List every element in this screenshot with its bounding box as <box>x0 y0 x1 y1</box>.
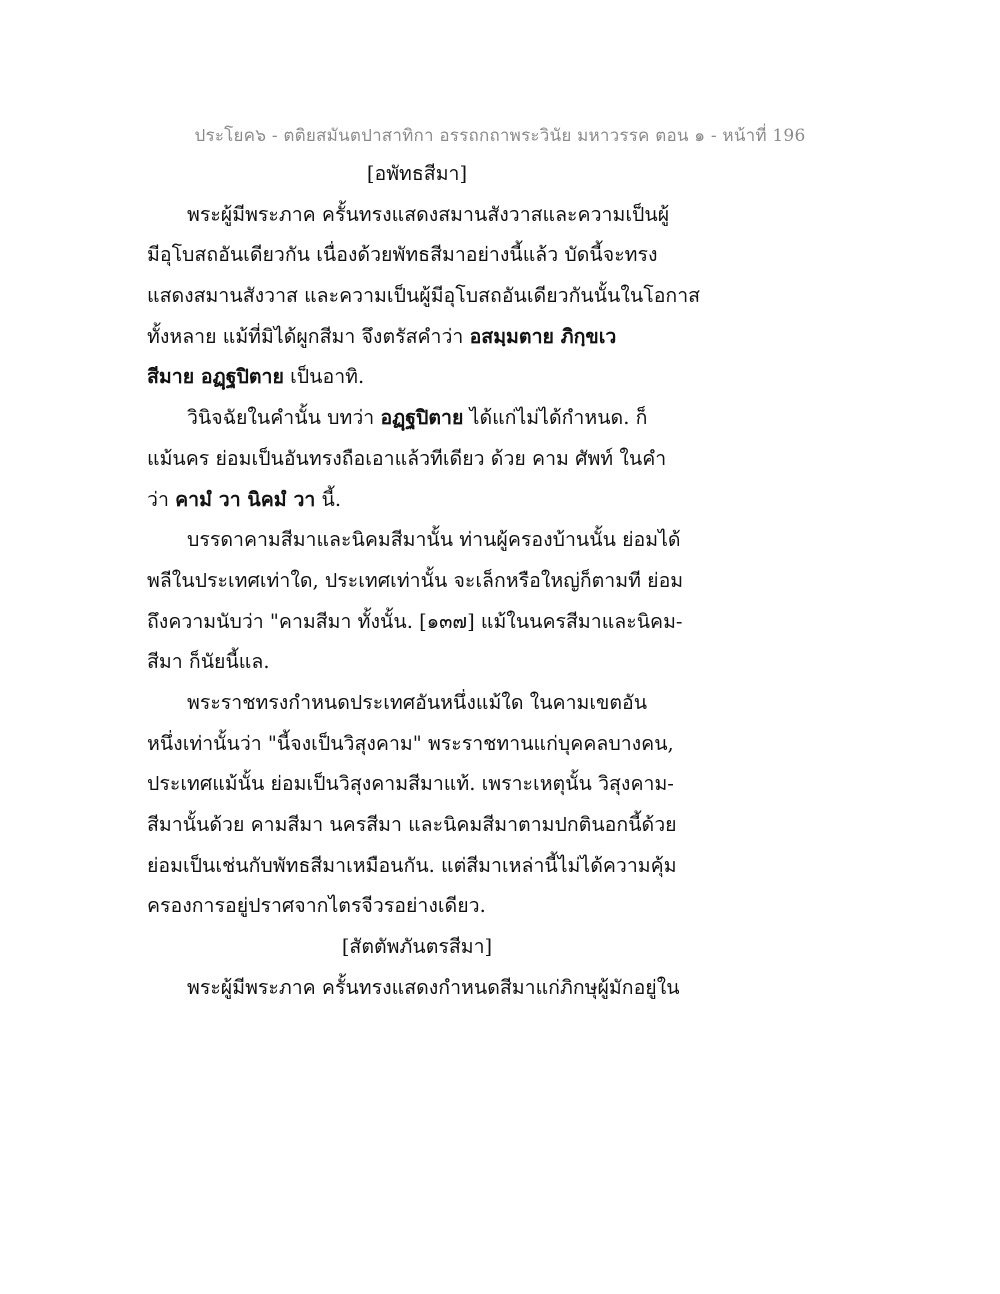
paragraph-1-line-1: พระผู้มีพระภาค ครั้นทรงแสดงสมานสังวาสและความเป็นผู้ <box>187 202 670 226</box>
paragraph-2-line-3 <box>147 480 707 521</box>
paragraph-1-line-2: มีอุโบสถอันเดียวกัน เนื่องด้วยพัทธสีมาอย่างนี้แล้ว บัดนี้จะทรง <box>147 243 658 267</box>
body-text <box>147 154 707 1008</box>
paragraph-3-line-2: พลีในประเทศเท่าใด, ประเทศเท่านั้น จะเล็กหรือใหญ่ก็ตามที ย่อม <box>147 568 684 592</box>
paragraph-4-line-2: หนึ่งเท่านั้นว่า "นี้จงเป็นวิสุงคาม" พระราชทานแก่บุคคลบางคน, <box>147 731 674 755</box>
paragraph-3-line-3: ถึงความนับว่า "คามสีมา ทั้งนั้น. [๑๓๗] แม้ในนครสีมาและนิคม- <box>147 609 683 633</box>
plain-text: วินิจฉัยในคำนั้น บทว่า <box>187 406 381 430</box>
pali-term: อฏฺฐปิตาย <box>380 406 464 430</box>
paragraph-2-line-1 <box>147 398 707 439</box>
paragraph-5-line-1: พระผู้มีพระภาค ครั้นทรงแสดงกำหนดสีมาแก่ภิกษุผู้มักอยู่ใน <box>187 975 680 999</box>
paragraph-4-line-5: ย่อมเป็นเช่นกับพัทธสีมาเหมือนกัน. แต่สีมาเหล่านี้ไม่ได้ความคุ้ม <box>147 853 677 877</box>
plain-text: ได้แก่ไม่ได้กำหนด. ก็ <box>463 406 648 430</box>
running-header: ประโยค๖ - ตติยสมันตปาสาทิกา อรรถกถาพระวินัย มหาวรรค ตอน ๑ - หน้าที่ 196 <box>194 126 806 146</box>
plain-text: ว่า <box>147 487 176 511</box>
paragraph-3-line-4: สีมา ก็นัยนี้แล. <box>147 650 270 674</box>
paragraph-1-line-4 <box>147 317 707 358</box>
plain-text: ทั้งหลาย แม้ที่มิได้ผูกสีมา จึงตรัสคำว่า <box>147 324 470 348</box>
paragraph-1-line-5 <box>147 357 707 398</box>
plain-text: เป็นอาทิ. <box>283 365 365 389</box>
pali-term: คามํ วา นิคมํ วา <box>175 487 316 511</box>
pali-term: สีมาย อฏฺฐปิตาย <box>147 365 284 389</box>
paragraph-1-line-3: แสดงสมานสังวาส และความเป็นผู้มีอุโบสถอันเดียวกันนั้นในโอกาส <box>147 284 701 308</box>
paragraph-4-line-3: ประเทศแม้นั้น ย่อมเป็นวิสุงคามสีมาแท้. เพราะเหตุนั้น วิสุงคาม- <box>147 772 674 796</box>
section-heading-sattabbhantara-sima: [สัตตัพภันตรสีมา] <box>341 935 493 959</box>
paragraph-3-line-1: บรรดาคามสีมาและนิคมสีมานั้น ท่านผู้ครองบ้านนั้น ย่อมได้ <box>187 528 681 552</box>
section-heading-abaddha-sima: [อพัทธสีมา] <box>366 162 468 185</box>
paragraph-4-line-6: ครองการอยู่ปราศจากไตรจีวรอย่างเดียว. <box>147 894 486 918</box>
pali-term: อสมฺมตาย ภิกฺขเว <box>469 324 617 348</box>
plain-text: นี้. <box>315 487 342 511</box>
paragraph-2-line-2: แม้นคร ย่อมเป็นอันทรงถือเอาแล้วทีเดียว ด้วย คาม ศัพท์ ในคำ <box>147 446 667 470</box>
paragraph-4-line-4: สีมานั้นด้วย คามสีมา นครสีมา และนิคมสีมาตามปกตินอกนี้ด้วย <box>147 813 677 836</box>
paragraph-4-line-1: พระราชทรงกำหนดประเทศอันหนึ่งแม้ใด ในคามเขตอัน <box>187 690 648 714</box>
